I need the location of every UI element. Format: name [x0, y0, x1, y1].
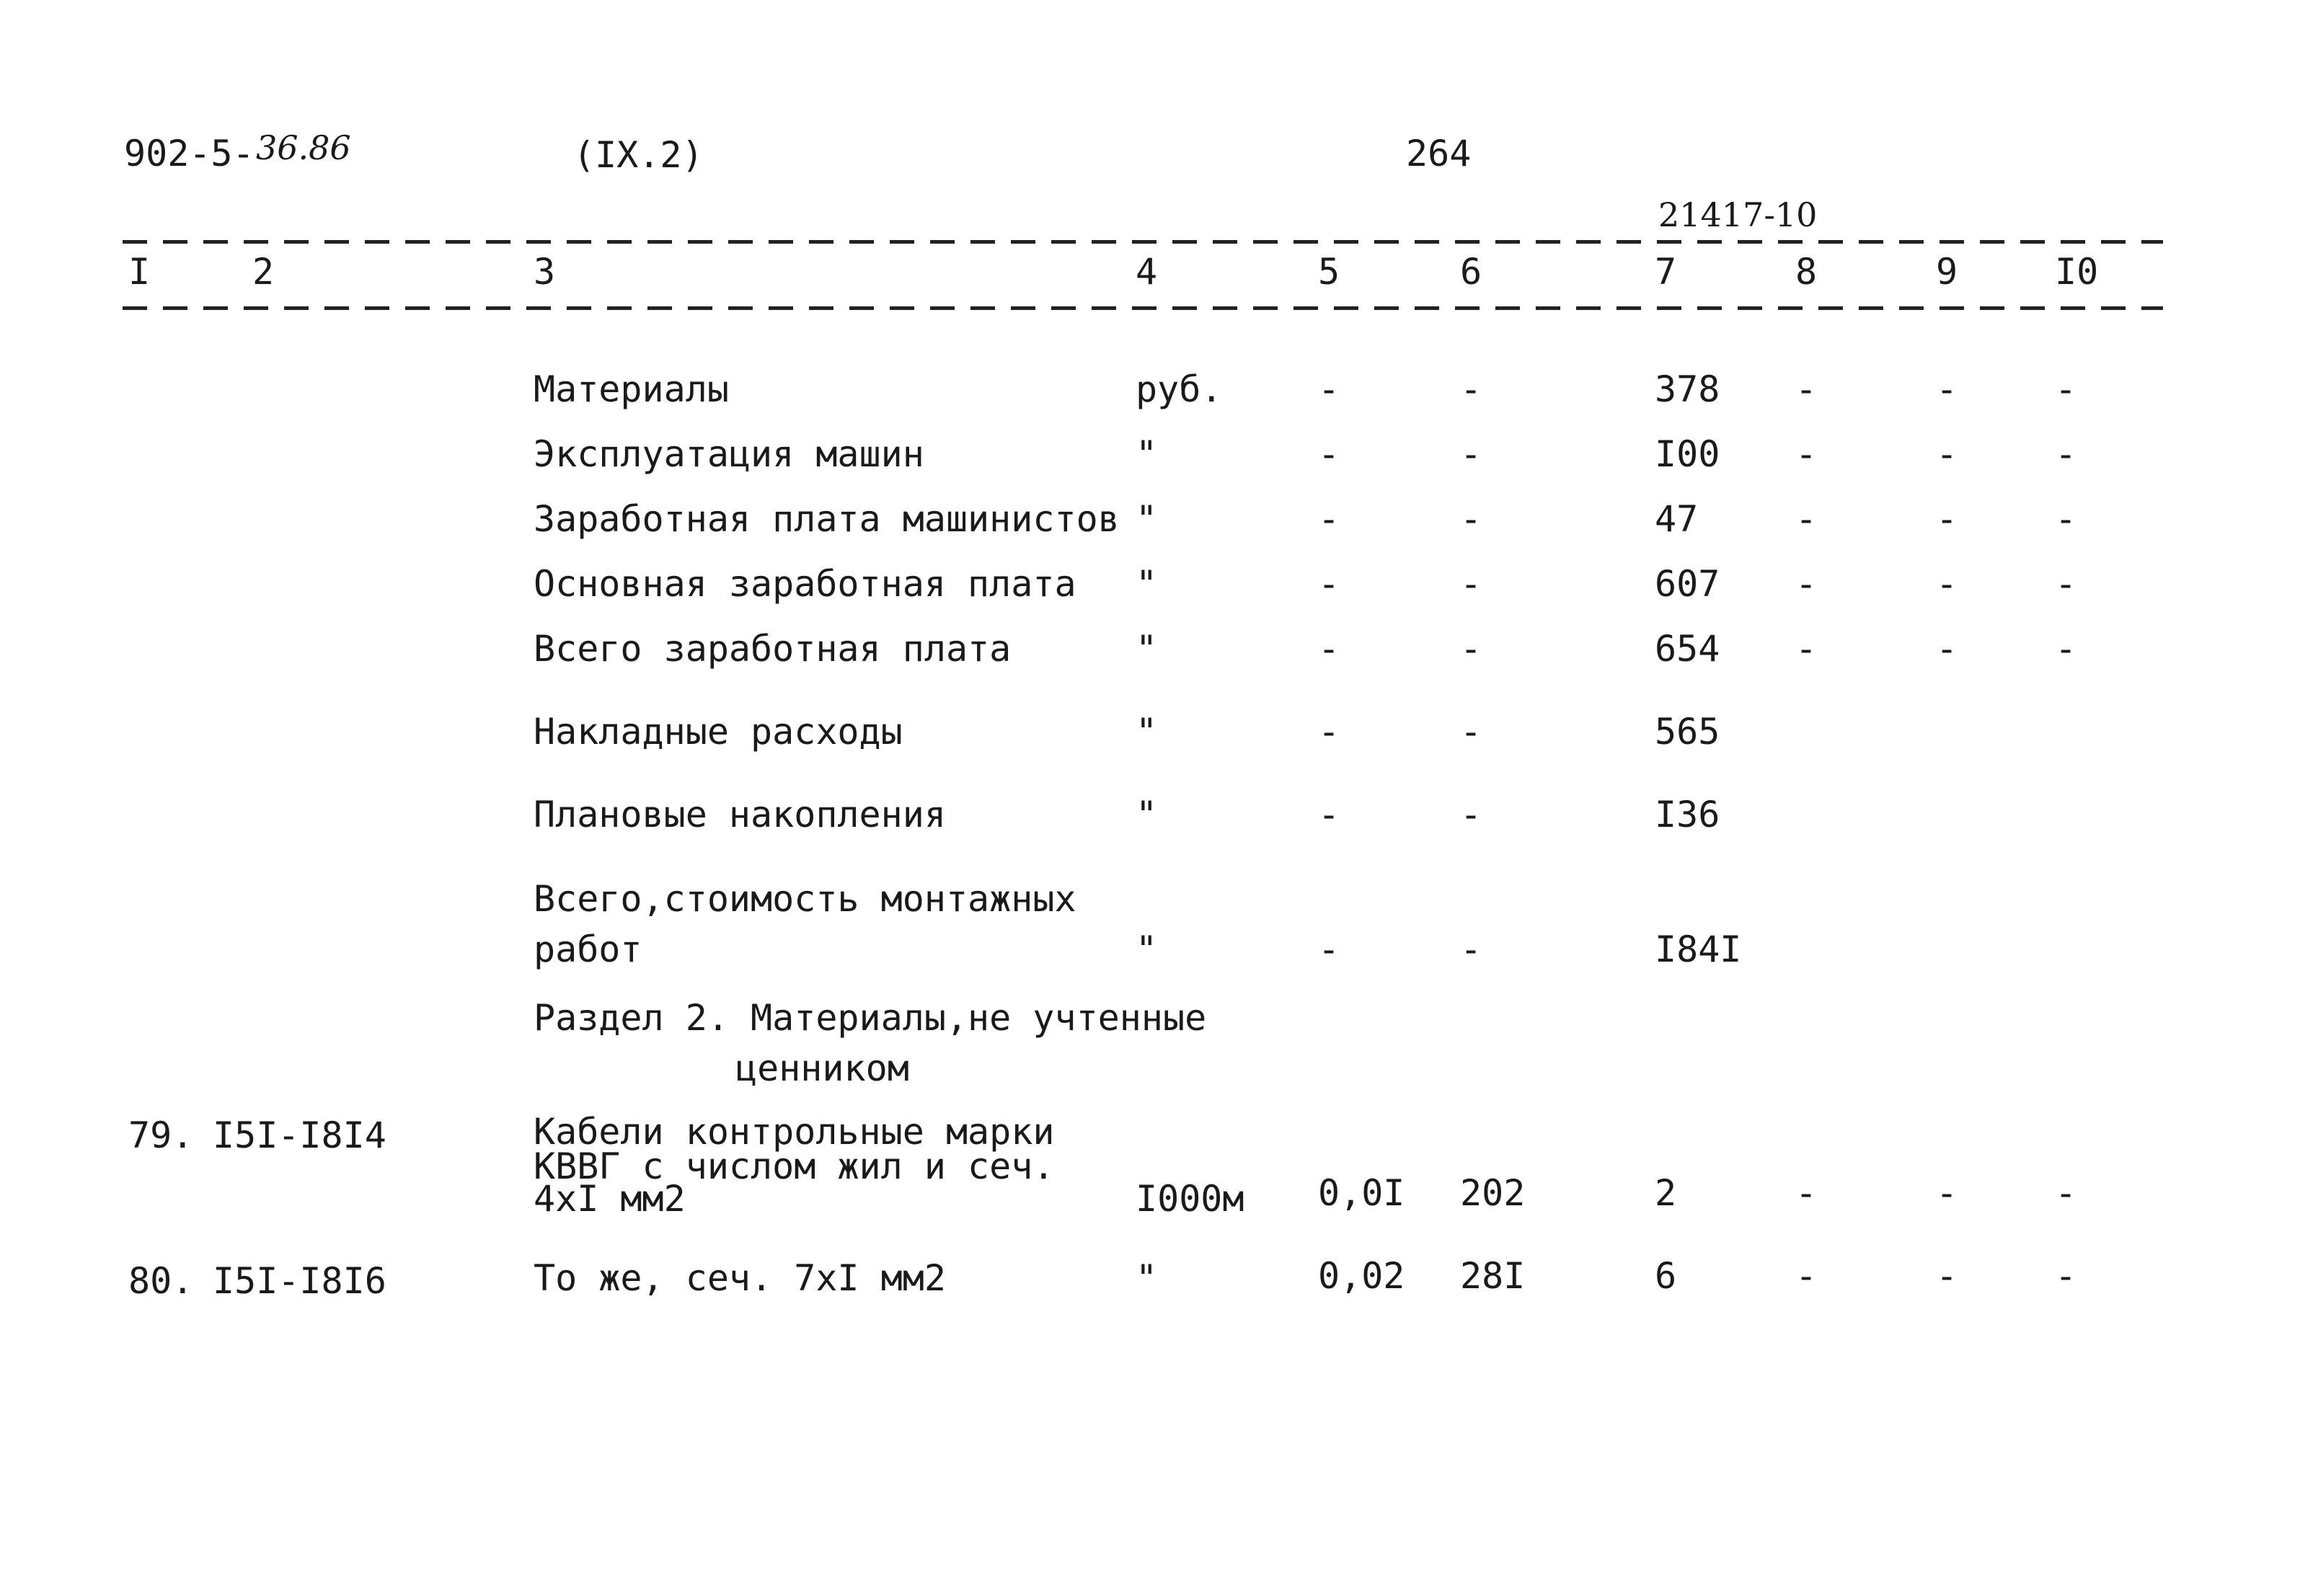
column-header-2: 2: [252, 251, 275, 293]
row-unit: ": [1136, 711, 1158, 753]
row-col6: -: [1460, 498, 1482, 540]
row-col5: -: [1318, 628, 1340, 670]
row-name: Основная заработная плата: [534, 563, 1076, 605]
row-col6: -: [1460, 563, 1482, 605]
row-col5: -: [1318, 794, 1340, 835]
row-col6: -: [1460, 794, 1482, 835]
row-col8: -: [1795, 433, 1818, 475]
row-unit: ": [1136, 794, 1158, 835]
row-col9: -: [1936, 563, 1958, 605]
item-col8: -: [1795, 1172, 1818, 1214]
row-col7: 378: [1655, 368, 1720, 410]
row-col9: -: [1936, 433, 1958, 475]
column-header-3: 3: [534, 251, 556, 293]
item-name-line1: Кабели контрольные марки: [534, 1111, 1055, 1153]
item-col7: 6: [1655, 1255, 1677, 1297]
item-name-line2: КВВГ с числом жил и сеч.: [534, 1145, 1055, 1187]
item-unit: ": [1136, 1257, 1158, 1299]
column-header-7: 7: [1655, 251, 1677, 293]
row-col5: -: [1318, 498, 1340, 540]
row-col10: -: [2055, 433, 2077, 475]
row-col5: -: [1318, 928, 1340, 970]
item-unit: I000м: [1136, 1178, 1244, 1220]
item-col7: 2: [1655, 1172, 1677, 1214]
row-col7: 565: [1655, 711, 1720, 753]
row-col7: I00: [1655, 433, 1720, 475]
row-name: Накладные расходы: [534, 711, 903, 753]
row-unit: ": [1136, 563, 1158, 605]
item-col10: -: [2055, 1255, 2077, 1297]
page-number: 264: [1406, 133, 1472, 174]
row-col7: I84I: [1655, 928, 1742, 970]
row-col9: -: [1936, 368, 1958, 410]
header-bottom-rule: [123, 306, 2163, 310]
row-col7: 47: [1655, 498, 1699, 540]
item-col5: 0,02: [1318, 1255, 1405, 1297]
item-code: I5I-I8I6: [213, 1260, 386, 1302]
item-col9: -: [1936, 1255, 1958, 1297]
document-code: 902-5-: [124, 133, 255, 174]
row-col5: -: [1318, 711, 1340, 753]
row-col5: -: [1318, 433, 1340, 475]
row-col6: -: [1460, 628, 1482, 670]
item-name-line3: 4хI мм2: [534, 1178, 686, 1220]
stamp-number-handwritten: 21417-10: [1658, 195, 1818, 234]
row-col6: -: [1460, 711, 1482, 753]
section-2-subtitle: ценником: [735, 1047, 909, 1089]
row-col5: -: [1318, 563, 1340, 605]
row-unit: руб.: [1136, 368, 1223, 410]
row-name: Заработная плата машинистов: [534, 498, 1120, 540]
row-col10: -: [2055, 563, 2077, 605]
item-col5: 0,0I: [1318, 1172, 1405, 1214]
row-unit: ": [1136, 928, 1158, 970]
item-col8: -: [1795, 1255, 1818, 1297]
row-unit: ": [1136, 628, 1158, 670]
item-col6: 28I: [1460, 1255, 1526, 1297]
row-col10: -: [2055, 628, 2077, 670]
row-name-line1: Всего,стоимость монтажных: [534, 878, 1076, 920]
row-name: Материалы: [534, 368, 729, 410]
section-label: (IX.2): [573, 134, 704, 176]
row-col8: -: [1795, 368, 1818, 410]
row-unit: ": [1136, 498, 1158, 540]
row-name-line2: работ: [534, 928, 642, 970]
column-header-4: 4: [1136, 251, 1158, 293]
row-col7: 607: [1655, 563, 1720, 605]
row-col9: -: [1936, 628, 1958, 670]
section-2-title: Раздел 2. Материалы,не учтенные: [534, 997, 1207, 1039]
row-name: Всего заработная плата: [534, 628, 1012, 670]
row-col10: -: [2055, 368, 2077, 410]
row-col6: -: [1460, 368, 1482, 410]
item-col6: 202: [1460, 1172, 1526, 1214]
item-number: 80.: [128, 1260, 194, 1302]
row-col8: -: [1795, 498, 1818, 540]
column-header-9: 9: [1936, 251, 1958, 293]
item-col10: -: [2055, 1172, 2077, 1214]
row-col8: -: [1795, 628, 1818, 670]
row-col6: -: [1460, 433, 1482, 475]
item-name: То же, сеч. 7хI мм2: [534, 1257, 946, 1299]
row-col9: -: [1936, 498, 1958, 540]
column-header-6: 6: [1460, 251, 1482, 293]
header-top-rule: [123, 240, 2163, 244]
document-code-handwritten: 36.86: [256, 128, 351, 167]
row-unit: ": [1136, 433, 1158, 475]
row-col5: -: [1318, 368, 1340, 410]
item-number: 79.: [128, 1114, 194, 1156]
row-col7: 654: [1655, 628, 1720, 670]
row-col8: -: [1795, 563, 1818, 605]
column-header-1: I: [128, 251, 151, 293]
row-col10: -: [2055, 498, 2077, 540]
item-code: I5I-I8I4: [213, 1114, 386, 1156]
item-col9: -: [1936, 1172, 1958, 1214]
row-name: Эксплуатация машин: [534, 433, 924, 475]
row-name: Плановые накопления: [534, 794, 946, 835]
column-header-5: 5: [1318, 251, 1340, 293]
column-header-10: I0: [2055, 251, 2099, 293]
row-col7: I36: [1655, 794, 1720, 835]
row-col6: -: [1460, 928, 1482, 970]
column-header-8: 8: [1795, 251, 1818, 293]
